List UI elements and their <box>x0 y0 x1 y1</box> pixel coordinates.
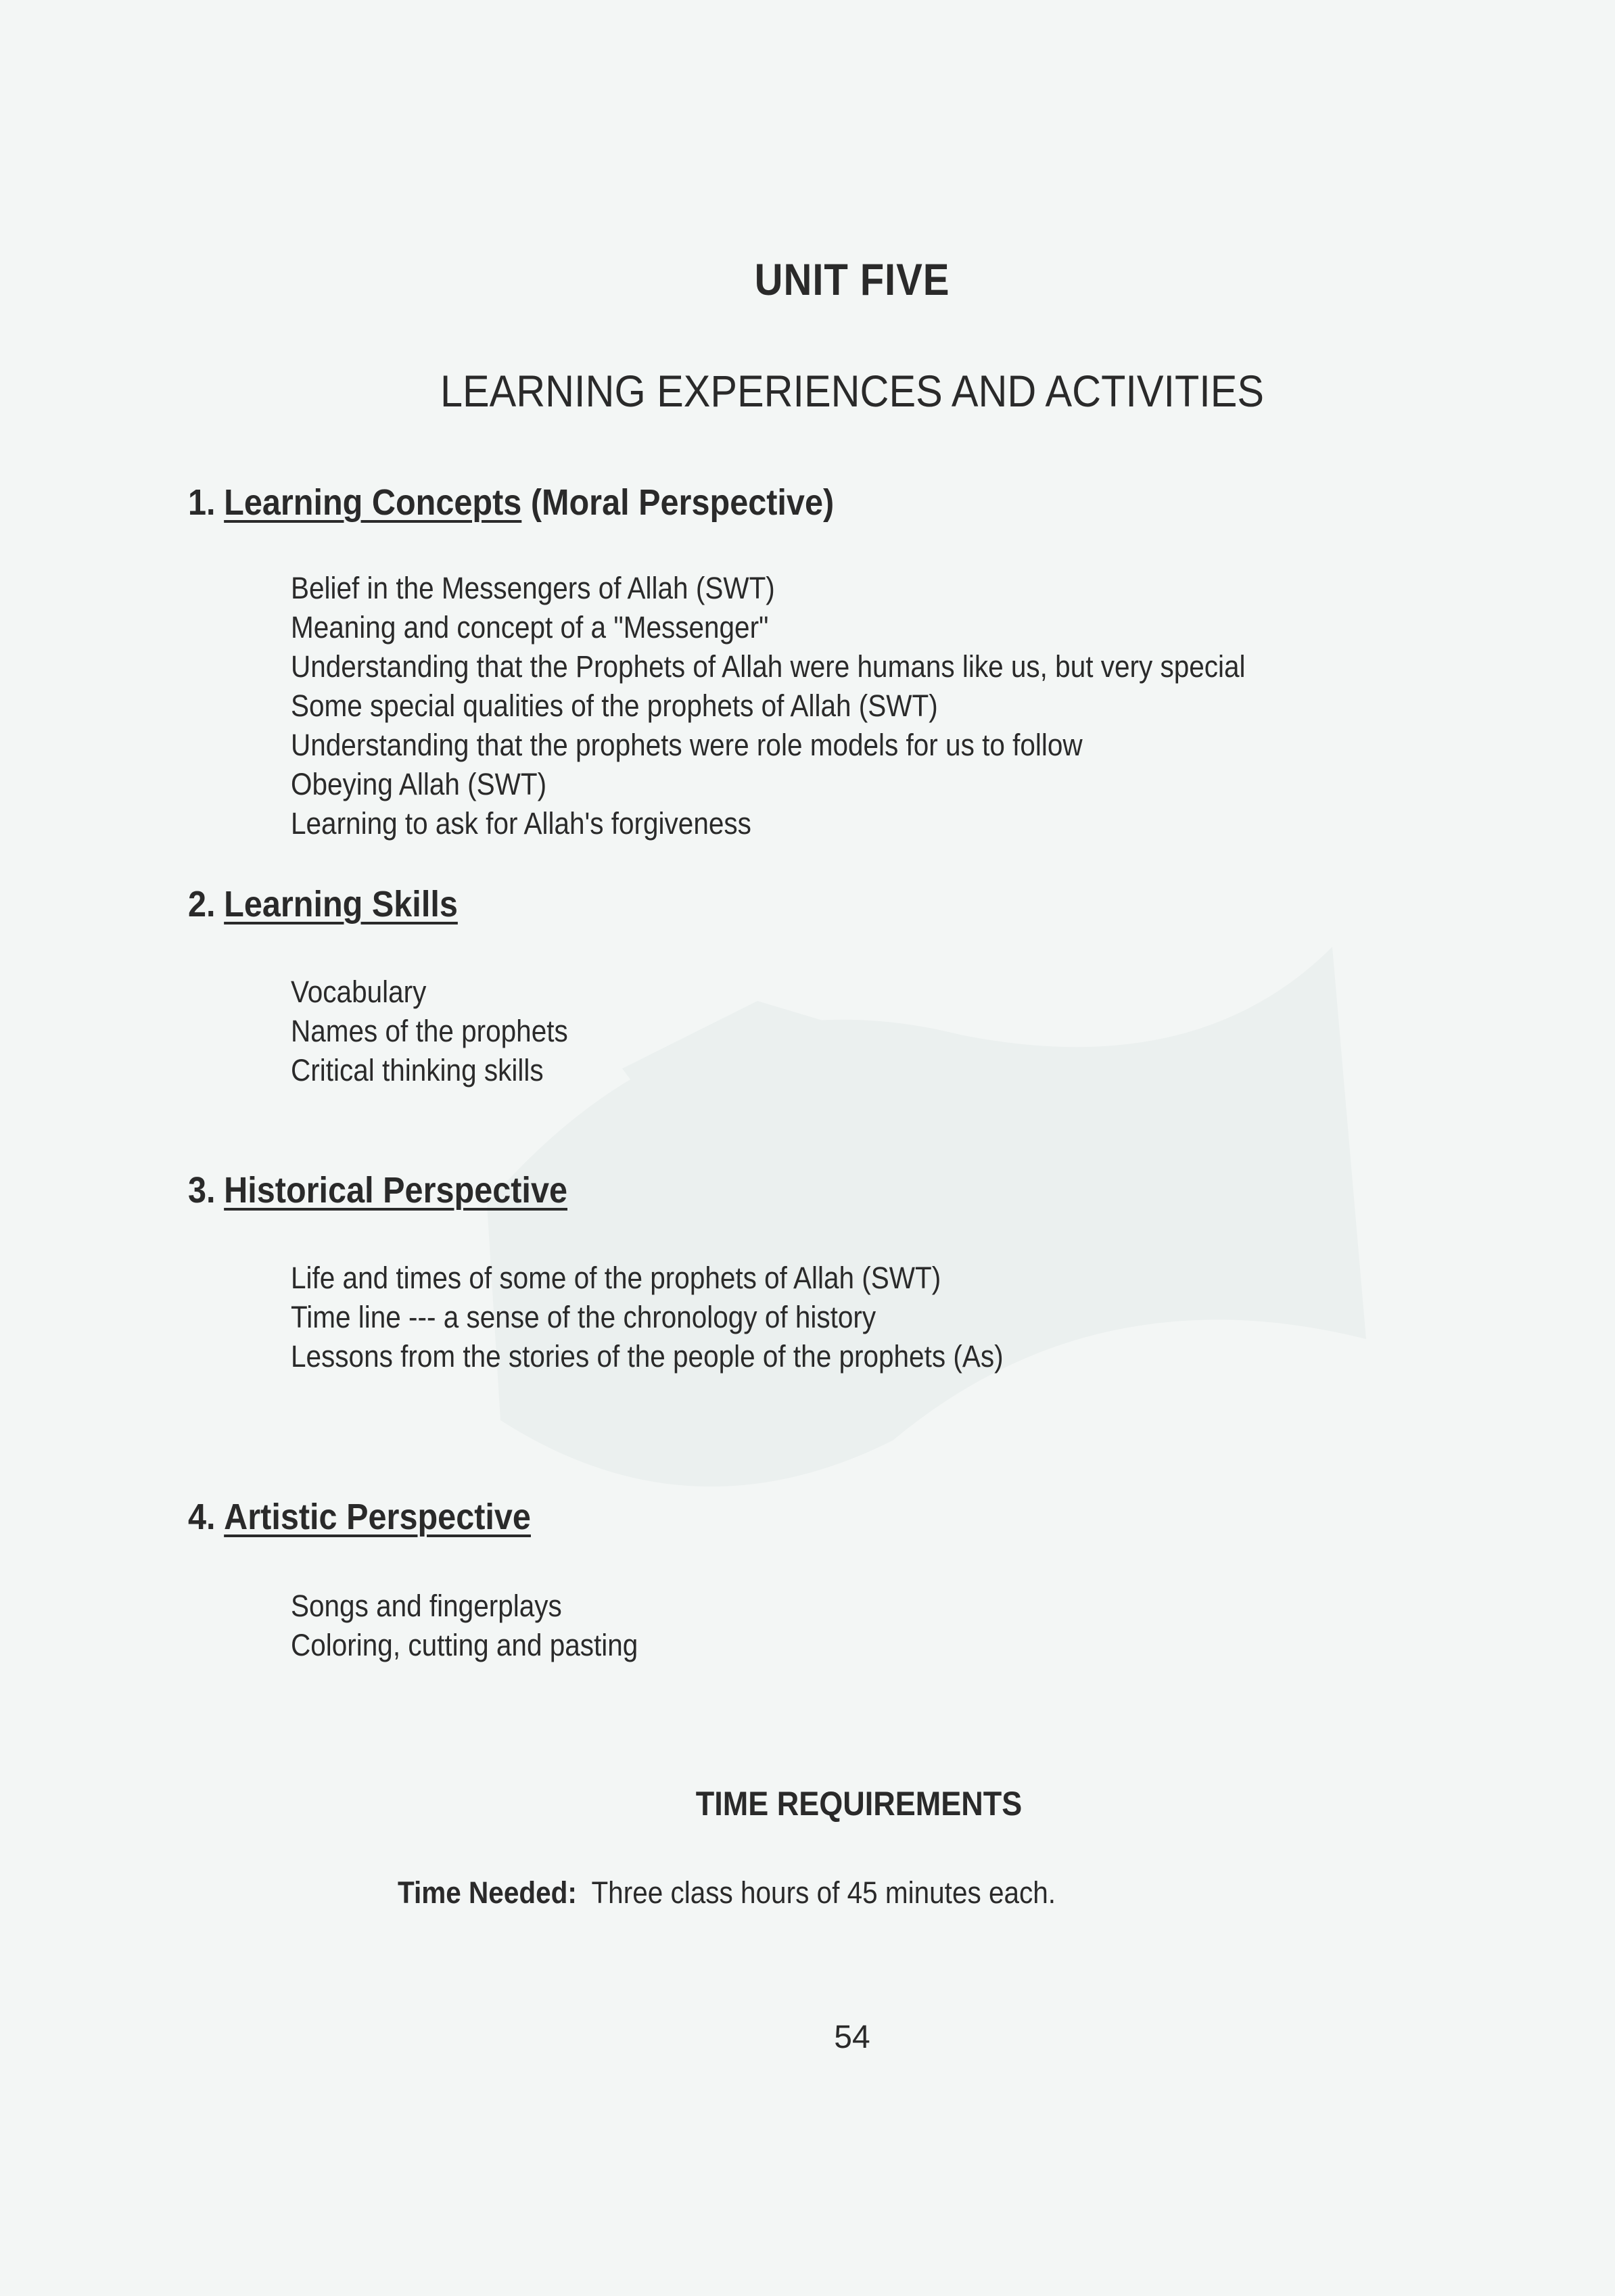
section-suffix: (Moral Perspective) <box>530 482 835 523</box>
main-title: LEARNING EXPERIENCES AND ACTIVITIES <box>440 366 1265 416</box>
section-number: 1. <box>188 482 216 523</box>
list-item: Obeying Allah (SWT) <box>291 767 547 801</box>
section-number: 3. <box>188 1170 216 1211</box>
section-title: Historical Perspective <box>224 1170 568 1211</box>
section-title: Artistic Perspective <box>224 1497 531 1537</box>
list-item: Names of the prophets <box>291 1014 568 1048</box>
list-item: Lessons from the stories of the people of the prophets (As) <box>291 1339 1004 1374</box>
unit-title: UNIT FIVE <box>754 254 950 304</box>
time-needed-value: Three class hours of 45 minutes each. <box>591 1875 1056 1910</box>
artistic-perspective-list <box>291 1587 638 1665</box>
learning-skills-list <box>291 973 568 1090</box>
list-item: Life and times of some of the prophets of Allah (SWT) <box>291 1261 941 1295</box>
learning-concepts-list <box>291 569 1246 843</box>
time-requirements-title: TIME REQUIREMENTS <box>695 1785 1023 1823</box>
list-item: Learning to ask for Allah's forgiveness <box>291 806 751 841</box>
time-needed-label: Time Needed: <box>398 1875 577 1910</box>
page-number: 54 <box>834 2019 870 2055</box>
section-number: 4. <box>188 1497 216 1537</box>
section-heading-historical-perspective <box>188 1169 567 1211</box>
list-item: Some special qualities of the prophets of Allah (SWT) <box>291 688 938 723</box>
list-item: Songs and fingerplays <box>291 1589 562 1623</box>
section-title: Learning Concepts <box>224 482 522 523</box>
section-heading-learning-concepts <box>188 482 834 523</box>
list-item: Coloring, cutting and pasting <box>291 1628 638 1662</box>
time-needed-line <box>398 1875 1056 1911</box>
list-item: Critical thinking skills <box>291 1053 544 1087</box>
historical-perspective-list <box>291 1259 1004 1376</box>
section-number: 2. <box>188 884 216 924</box>
list-item: Understanding that the prophets were role models for us to follow <box>291 728 1083 762</box>
list-item: Understanding that the Prophets of Allah were humans like us, but very special <box>291 649 1246 684</box>
section-heading-learning-skills <box>188 883 458 925</box>
section-title: Learning Skills <box>224 884 458 924</box>
section-heading-artistic-perspective <box>188 1496 531 1538</box>
list-item: Meaning and concept of a "Messenger" <box>291 610 769 645</box>
list-item: Belief in the Messengers of Allah (SWT) <box>291 571 775 605</box>
list-item: Vocabulary <box>291 975 427 1009</box>
list-item: Time line --- a sense of the chronology of history <box>291 1300 876 1334</box>
